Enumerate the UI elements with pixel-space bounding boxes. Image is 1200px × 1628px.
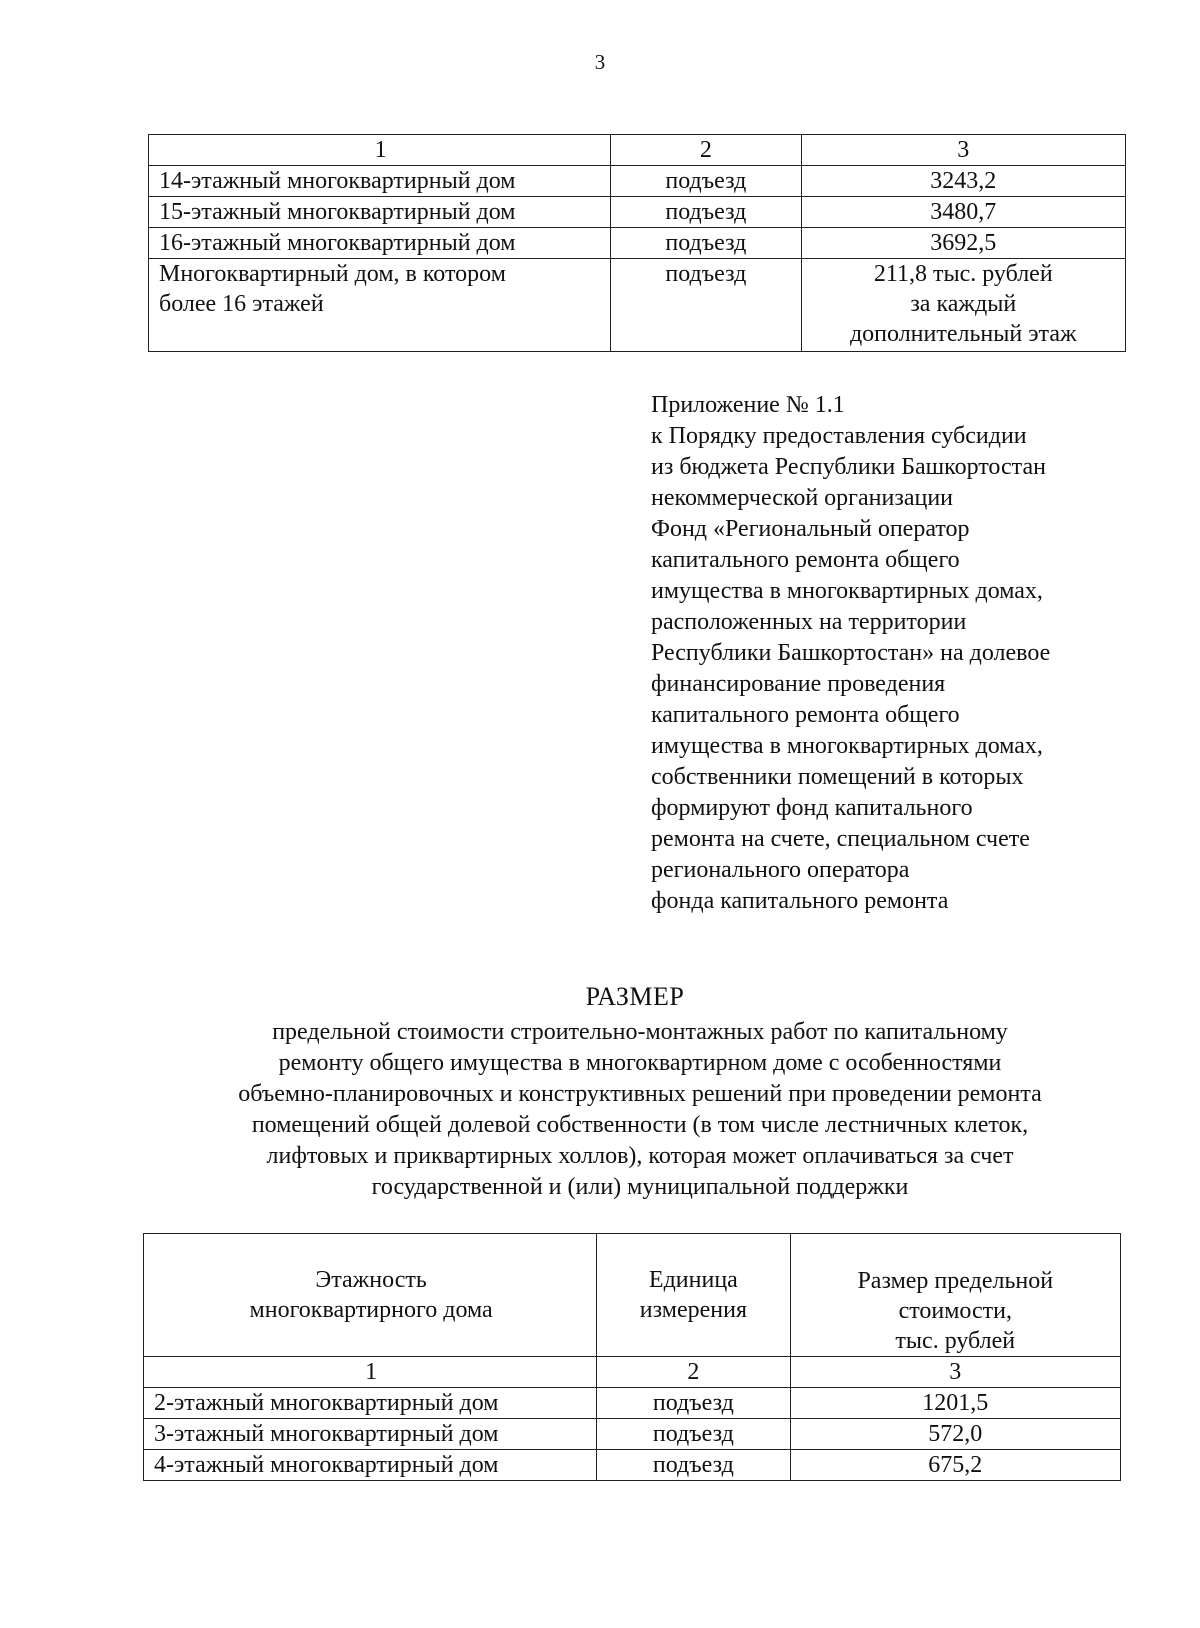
column-number: 3 — [801, 135, 1125, 166]
table-row — [149, 259, 1126, 352]
appendix-line: некоммерческой организации — [651, 485, 954, 511]
value-line: 211,8 тыс. рублей — [873, 261, 1053, 287]
appendix-line: из бюджета Республики Башкортостан — [651, 454, 1046, 480]
column-number: 2 — [597, 1357, 790, 1388]
unit-cell: подъезд — [611, 197, 801, 228]
column-number-row — [144, 1357, 1121, 1388]
max-cost-table — [143, 1233, 1121, 1481]
appendix-line: Приложение № 1.1 — [651, 392, 845, 418]
header-line: Единица — [648, 1267, 738, 1293]
subtitle-line: лифтовых и приквартирных холлов), которая может оплачиваться за счет — [266, 1143, 1014, 1169]
appendix-line: расположенных на территории — [651, 609, 967, 635]
subtitle-line: ремонту общего имущества в многоквартирном доме с особенностями — [278, 1050, 1002, 1076]
header-floors — [144, 1234, 597, 1357]
page-number: 3 — [594, 50, 606, 74]
table-row — [144, 1419, 1121, 1450]
appendix-line: фонда капитального ремонта — [651, 888, 949, 914]
floors-cell — [149, 259, 611, 352]
column-number: 1 — [144, 1357, 597, 1388]
subtitle-line: помещений общей долевой собственности (в том числе лестничных клеток, — [251, 1112, 1029, 1138]
value-cell: 3480,7 — [801, 197, 1125, 228]
floors-cell: 15-этажный многоквартирный дом — [149, 197, 611, 228]
header-line: многоквартирного дома — [249, 1297, 493, 1323]
appendix-line: имущества в многоквартирных домах, — [651, 578, 1043, 604]
appendix-line: ремонта на счете, специальном счете — [651, 826, 1030, 852]
value-cell: 572,0 — [790, 1419, 1120, 1450]
appendix-line: Фонд «Региональный оператор — [651, 516, 970, 542]
appendix-line: финансирование проведения — [651, 671, 946, 697]
column-number: 1 — [149, 135, 611, 166]
table-row — [149, 228, 1126, 259]
floors-cell: 4-этажный многоквартирный дом — [144, 1450, 597, 1481]
value-cell: 1201,5 — [790, 1388, 1120, 1419]
column-number-row — [149, 135, 1126, 166]
value-cell: 3692,5 — [801, 228, 1125, 259]
header-unit — [597, 1234, 790, 1357]
unit-cell: подъезд — [611, 259, 801, 352]
cost-table-continued — [148, 134, 1126, 352]
unit-cell: подъезд — [597, 1388, 790, 1419]
appendix-line: формируют фонд капитального — [651, 795, 973, 821]
appendix-note — [651, 390, 1151, 917]
value-cell — [801, 259, 1125, 352]
appendix-line: регионального оператора — [651, 857, 910, 883]
subtitle-line: предельной стоимости строительно-монтажных работ по капитальному — [272, 1019, 1008, 1045]
floors-cell: 16-этажный многоквартирный дом — [149, 228, 611, 259]
unit-cell: подъезд — [611, 166, 801, 197]
table-row — [149, 166, 1126, 197]
value-line: за каждый — [910, 291, 1017, 317]
header-cost — [790, 1234, 1120, 1357]
appendix-line: к Порядку предоставления субсидии — [651, 423, 1027, 449]
appendix-line: капитального ремонта общего — [651, 702, 960, 728]
unit-cell: подъезд — [597, 1450, 790, 1481]
floors-cell: 2-этажный многоквартирный дом — [144, 1388, 597, 1419]
column-number: 2 — [611, 135, 801, 166]
unit-cell: подъезд — [611, 228, 801, 259]
value-line: дополнительный этаж — [849, 321, 1077, 347]
appendix-line: капитального ремонта общего — [651, 547, 960, 573]
table-header-row — [144, 1234, 1121, 1357]
subtitle-line: объемно-планировочных и конструктивных решений при проведении ремонта — [238, 1081, 1042, 1107]
floors-line: более 16 этажей — [159, 291, 324, 317]
subtitle-line: государственной и (или) муниципальной поддержки — [371, 1174, 909, 1200]
header-line: стоимости, — [898, 1298, 1012, 1324]
appendix-line: имущества в многоквартирных домах, — [651, 733, 1043, 759]
value-cell: 675,2 — [790, 1450, 1120, 1481]
floors-line: Многоквартирный дом, в котором — [159, 261, 506, 287]
table-row — [144, 1388, 1121, 1419]
document-title: РАЗМЕР — [585, 982, 685, 1011]
appendix-line: Республики Башкортостан» на долевое — [651, 640, 1051, 666]
document-subtitle — [150, 1017, 1130, 1203]
header-line: Этажность — [315, 1267, 427, 1293]
floors-cell: 3-этажный многоквартирный дом — [144, 1419, 597, 1450]
table-row — [149, 197, 1126, 228]
appendix-line: собственники помещений в которых — [651, 764, 1024, 790]
column-number: 3 — [790, 1357, 1120, 1388]
header-line: тыс. рублей — [895, 1328, 1016, 1354]
header-line: измерения — [639, 1297, 747, 1323]
table-row — [144, 1450, 1121, 1481]
floors-cell: 14-этажный многоквартирный дом — [149, 166, 611, 197]
unit-cell: подъезд — [597, 1419, 790, 1450]
header-line: Размер предельной — [857, 1268, 1054, 1294]
value-cell: 3243,2 — [801, 166, 1125, 197]
